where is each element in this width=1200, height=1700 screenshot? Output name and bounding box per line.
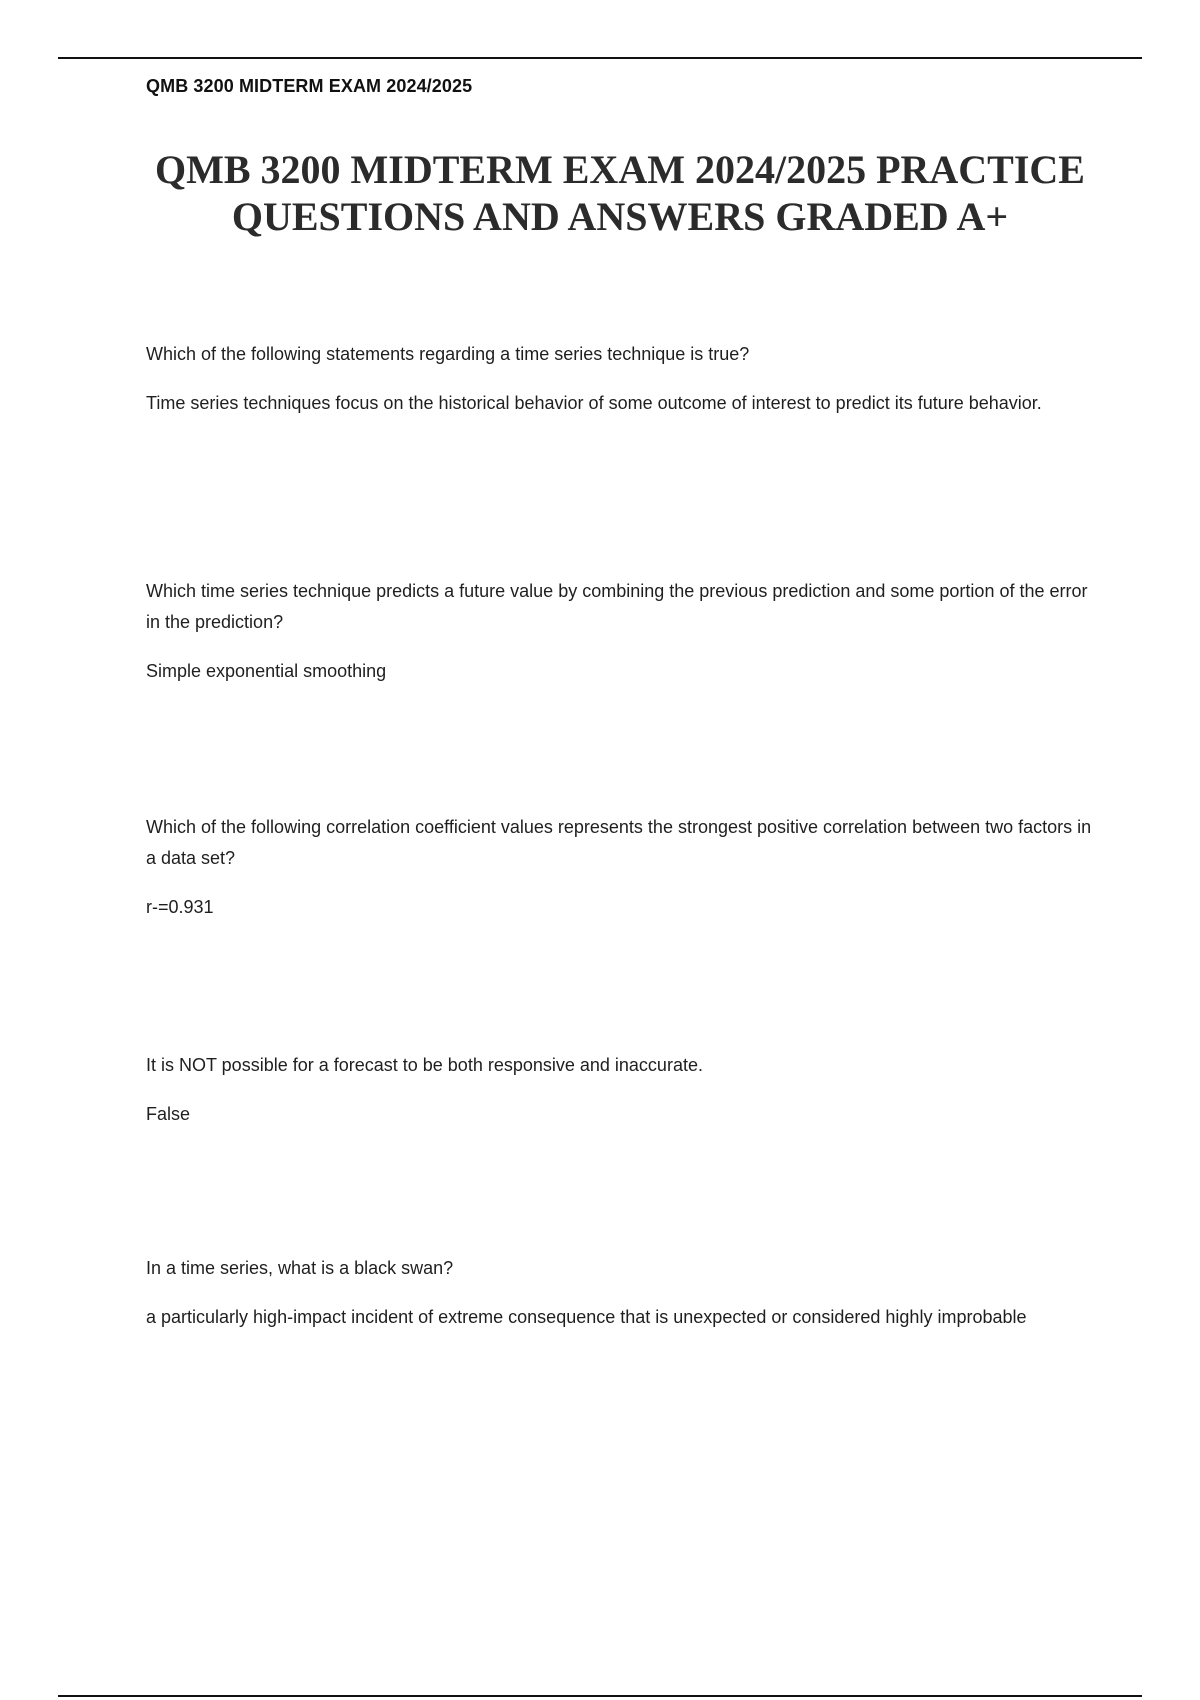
bottom-rule	[58, 1695, 1142, 1697]
qa-item	[146, 1253, 1096, 1333]
qa-item	[146, 1050, 1096, 1130]
answer-text: False	[146, 1104, 191, 1124]
question-text: Which of the following statements regarding a time series technique is true?	[146, 344, 750, 364]
question-text: Which time series technique predicts a future value by combining the previous prediction and some portion of the error in the prediction?	[146, 581, 1088, 632]
qa-item	[146, 576, 1096, 687]
question-text: It is NOT possible for a forecast to be both responsive and inaccurate.	[146, 1055, 703, 1075]
answer-text: Simple exponential smoothing	[146, 661, 387, 681]
question-text: Which of the following correlation coefficient values represents the strongest positive correlation between two factors in a data set?	[146, 817, 1092, 868]
answer-text: r-=0.931	[146, 897, 214, 917]
document-title: QMB 3200 MIDTERM EXAM 2024/2025 PRACTICE QUESTIONS AND ANSWERS GRADED A+	[155, 147, 1085, 239]
qa-item	[146, 339, 1096, 419]
top-rule	[58, 57, 1142, 59]
question-text: In a time series, what is a black swan?	[146, 1258, 454, 1278]
qa-item	[146, 812, 1096, 923]
answer-text: Time series techniques focus on the historical behavior of some outcome of interest to predict its future behavior.	[146, 393, 1042, 413]
answer-text: a particularly high-impact incident of extreme consequence that is unexpected or considered highly improbable	[146, 1307, 1027, 1327]
running-header: QMB 3200 MIDTERM EXAM 2024/2025	[146, 76, 473, 96]
